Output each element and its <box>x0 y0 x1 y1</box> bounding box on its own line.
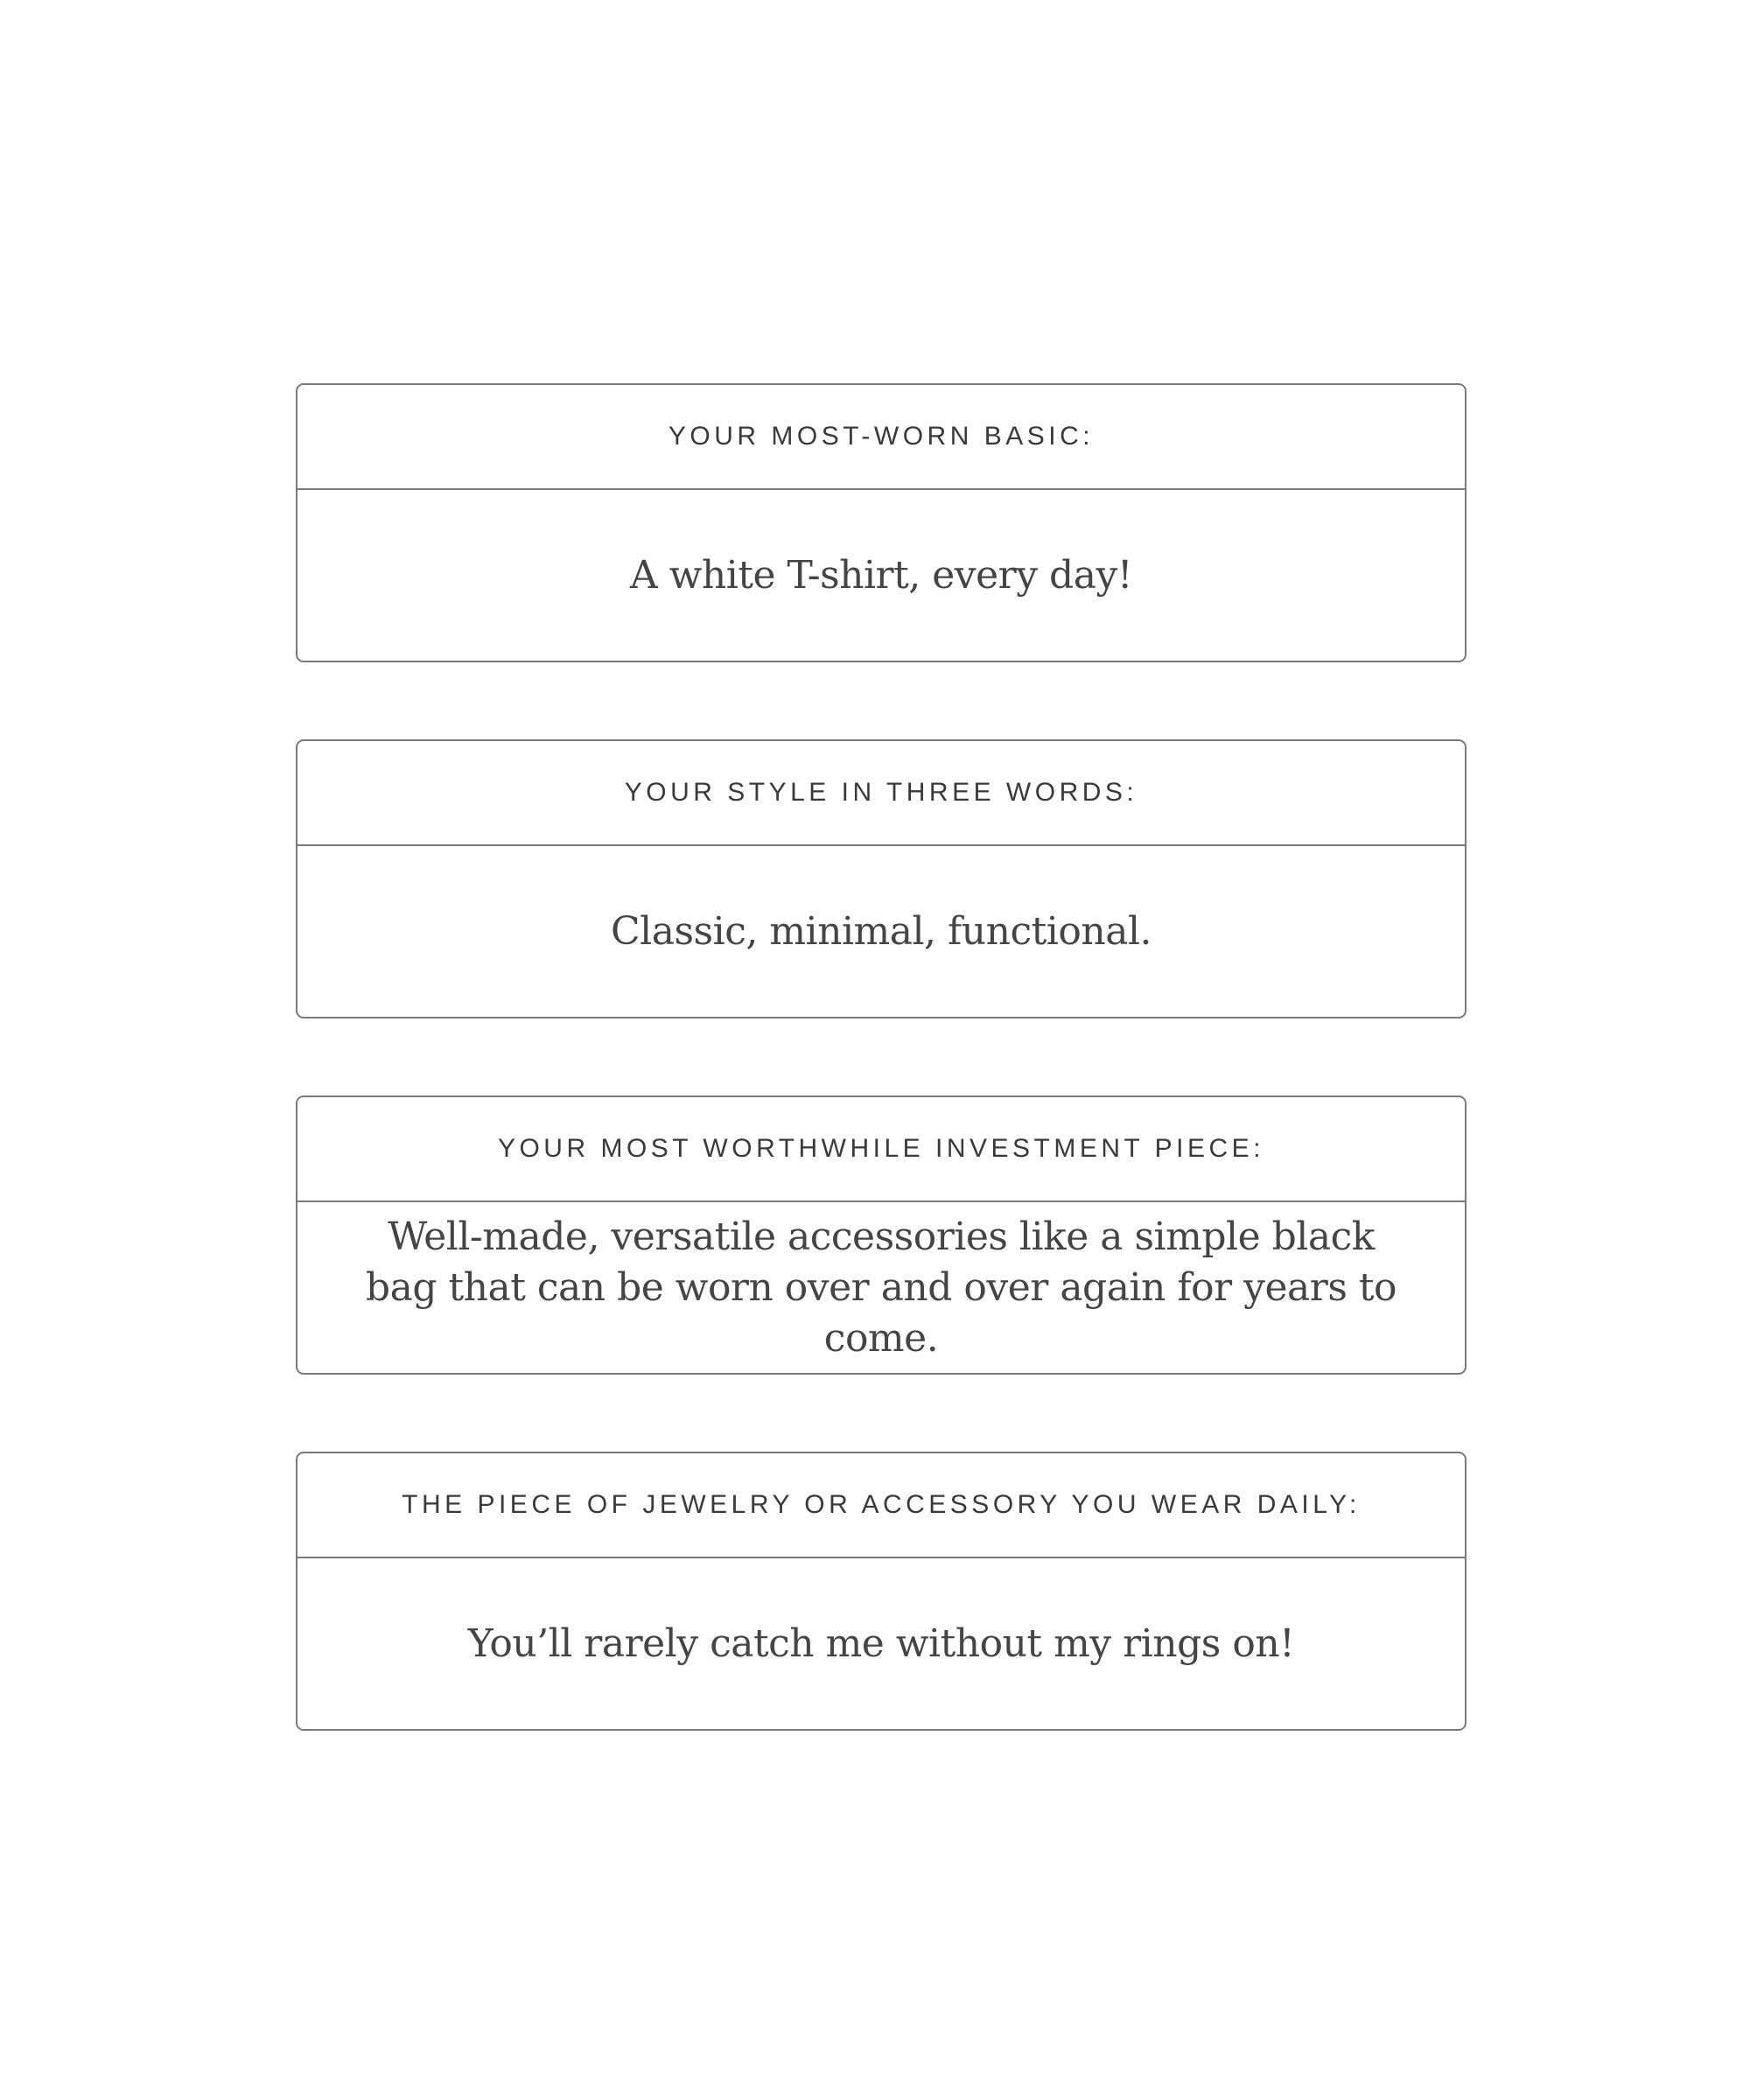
qa-card-investment-piece <box>296 1096 1466 1375</box>
answer-text: A white T-shirt, every day! <box>629 552 1132 598</box>
qa-card-daily-jewelry <box>296 1452 1466 1731</box>
qa-card-most-worn-basic <box>296 383 1466 662</box>
answer-text: Classic, minimal, functional. <box>611 908 1152 954</box>
question-label: YOUR MOST-WORN BASIC: <box>298 385 1465 490</box>
question-label: THE PIECE OF JEWELRY OR ACCESSORY YOU WEAR DAILY: <box>298 1453 1465 1558</box>
answer-text: Well-made, versatile accessories like a simple black bag that can be worn over and over again for years to come. <box>365 1214 1397 1361</box>
answer-text: You’ll rarely catch me without my rings on! <box>467 1620 1295 1666</box>
question-label: YOUR STYLE IN THREE WORDS: <box>298 741 1465 846</box>
qa-card-style-three-words <box>296 739 1466 1018</box>
qa-card-list <box>296 383 1466 1808</box>
question-label: YOUR MOST WORTHWHILE INVESTMENT PIECE: <box>298 1097 1465 1202</box>
